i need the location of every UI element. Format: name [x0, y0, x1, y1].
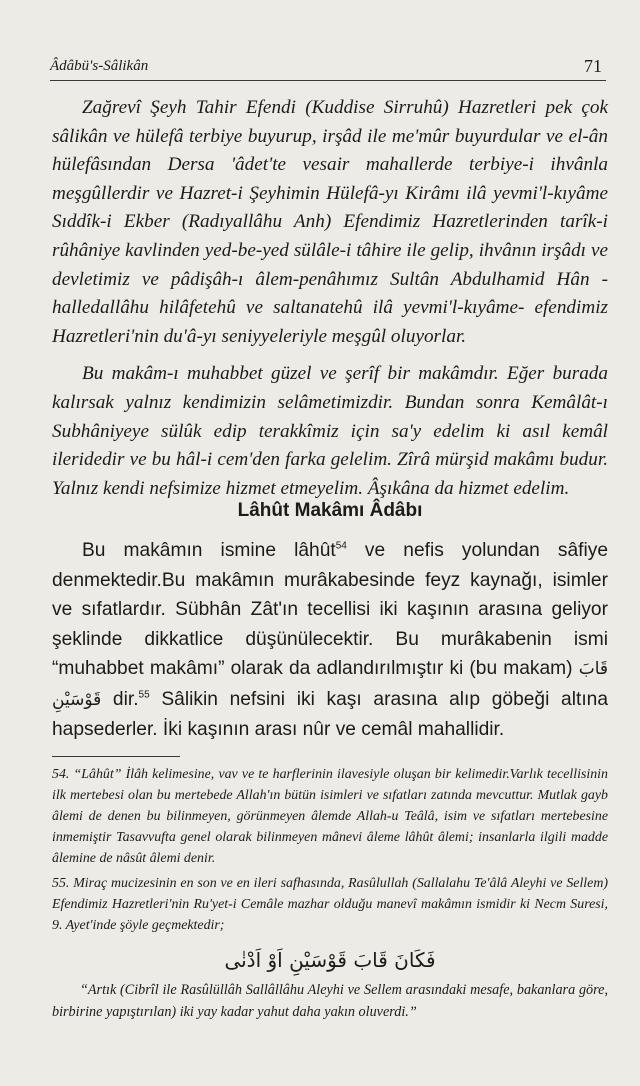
paragraph-zagrevi: Zağrevî Şeyh Tahir Efendi (Kuddise Sirruhû) Hazretleri pek çok sâlikân ve hülefâ terbiye buyurup, irşâd ile me'mûr buyurdular ve el-ân hülefâsından Dersa 'âdet'te vesair mahallerde terbiye-i ihvânla meşgûllerdir ve Hazret-i Şeyhimin Hülefâ-yı Kirâmı ilâ yevmi'l-kıyâme Sıddîk-i Ekber (Radıyallâhu Anh) Efendimiz Hazretlerinden tarîk-i rûhâniye kavlinden yed-be-yed sülâle-i tâhire ile gelip, ihvânın irşâdı ve devletimiz ve pâdişâh-ı âlem-penâhımız Sultân Abdulhamid Hân -halledallâhu hilâfetehû ve saltanatehû ilâ yevmi'l-kıyâme- efendimiz Hazretleri'nin du'â-yı seniyyeleriyle meşgûl oluyorlar.: [52, 97, 608, 347]
body-text-c: dir.: [101, 688, 139, 710]
footnote-ref-54: 54: [335, 540, 347, 552]
running-title: Âdâbü's-Sâlikân: [50, 58, 149, 74]
footnotes: [52, 764, 608, 936]
paragraph-muhabbet-makami: Bu makâm-ı muhabbet güzel ve şerîf bir makâmdır. Eğer burada kalırsak yalnız kendimizin selâmetimizdir. Bundan sonra Kemâlât-ı Subhâniyeye sülûk edip terakkîmiz için sa'y edelim ki asıl kemâl ileridedir ve bu hâl-i cem'den farka gelelim. Zîrâ mürşid makâmı budur. Yalnız kendi nefsimize hizmet etmeyelim. Âşıkâna da hizmet edelim.: [52, 363, 608, 499]
arabic-verse: فَكَانَ قَابَ قَوْسَيْنِ اَوْ اَدْنٰى: [224, 948, 436, 972]
footnote-54: 54. “Lâhût” İlâh kelimesine, vav ve te harflerinin ilavesiyle oluşan bir kelimedir.Varlık tecellisinin ilk mertebesi olan bu mertebede Allah'ın bütün isimleri ve sıfatları zatında mevcuttur. Mutlak gayb âlemi de denen bu bilinmeyen, görünmeyen âlemde Allah-u Teâlâ, isim ve sıfatları mertebesine inmemiştir Tasavvufta genel olarak bilinmeyen mânevi âleme lâhût âlemi; insanlarla ilgili madde âlemine de nâsût âlemi denir.: [52, 767, 608, 866]
paragraph-lahut: [52, 536, 608, 745]
body-text-b: ve nefis yolundan sâfiye denmektedir.Bu makâmın murâkabesinde feyz kaynağı, isimler ve sıfatlardır. Sübhân Zât'ın tecellisi iki kaşının arasına geliyor şeklinde dikkatlice düşünülecektir. Bu murâkabenin ismi “muhabbet makâmı” olarak da adlandırılmıştır ki (bu makam): [52, 540, 608, 679]
body-text-a: Bu makâmın ismine lâhût: [82, 540, 336, 561]
footnote-55: 55. Miraç mucizesinin en son ve en ileri safhasında, Rasûlullah (Sallalahu Te'âlâ Aleyhi ve Sellem) Efendimiz Hazretleri'nin Ru'yet-i Cemâle mazhar olduğu manevî makâmın ismidir ki Necm Suresi, 9. Ayet'inde şöyle geçmektedir;: [52, 876, 608, 933]
page-number: 71: [584, 56, 602, 76]
body-text-d: Sâlikin nefsini iki kaşı arasına alıp göbeği altına hapsederler. İki kaşının arası nûr ve cemâl mahallidir.: [52, 688, 608, 740]
arabic-inline-phrase: قَابَ قَوْسَيْنِ: [52, 659, 608, 710]
section-heading: Lâhût Makâmı Âdâbı: [237, 500, 423, 521]
section-body: [52, 536, 608, 745]
footnote-separator: [52, 756, 180, 757]
footnote-ref-55: 55: [138, 689, 150, 701]
italic-text-block: [52, 94, 608, 503]
verse-translation: “Artık (Cibrîl ile Rasûlüllâh Sallâllâhu Aleyhi ve Sellem arasındaki mesafe, bakanlara göre, birbirine yapıştırılan) iki yay kadar yahut daha yakın oluverdi.”: [52, 982, 608, 1020]
running-header: [50, 56, 606, 81]
